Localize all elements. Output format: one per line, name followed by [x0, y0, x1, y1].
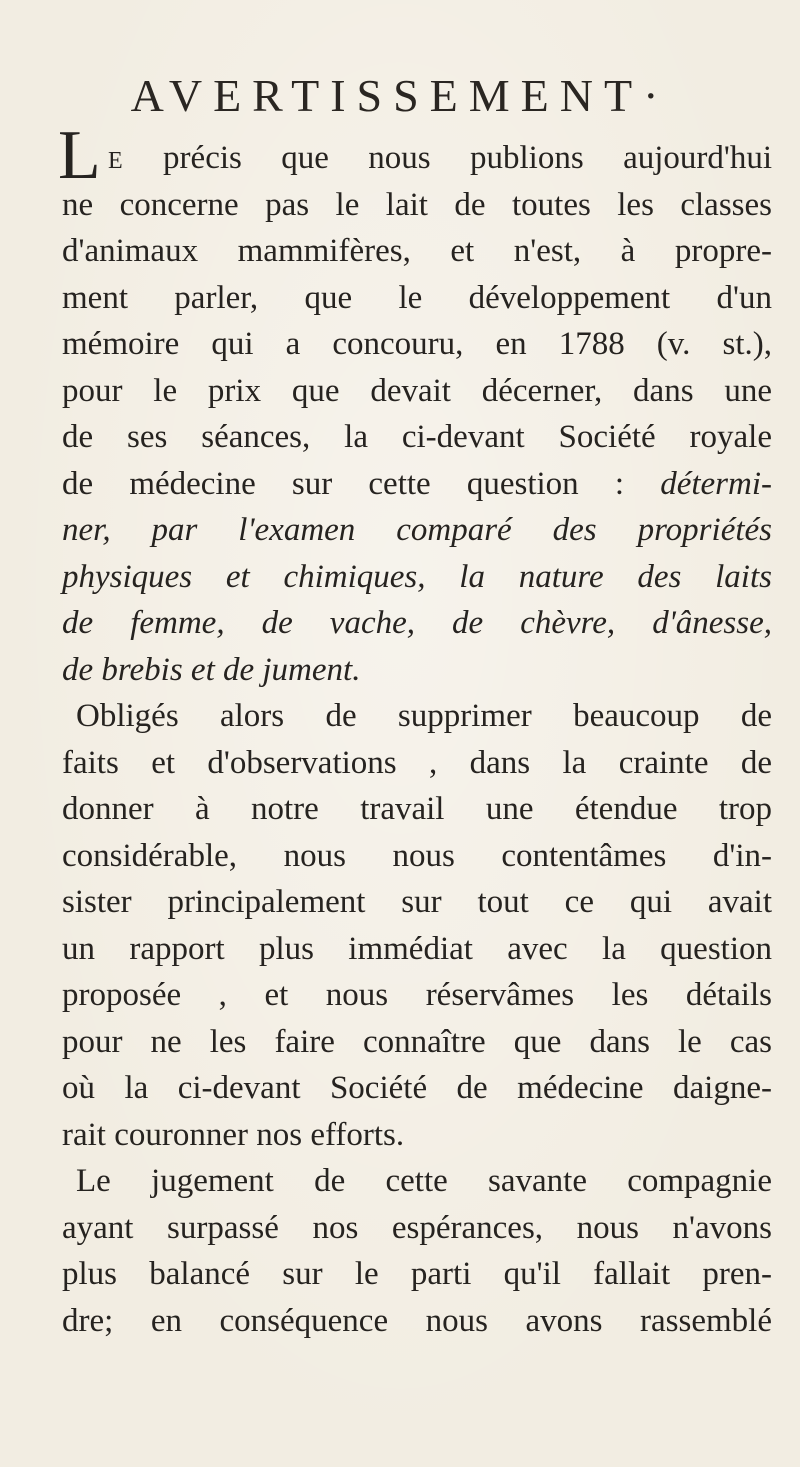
- text-line: ne concerne pas le lait de toutes les classes: [62, 186, 772, 223]
- text-line: de ses séances, la ci-devant Société royale: [62, 419, 772, 455]
- paragraph-2-line: considérable, nous nous contentâmes d'in-: [62, 837, 772, 874]
- page-title: AVERTISSEMENT·: [130, 70, 670, 121]
- italic-line: de femme, de vache, de chèvre, d'ânesse,: [62, 605, 772, 641]
- text-line-1: [58, 117, 772, 194]
- paragraph-3-line: ayant surpassé nos espérances, nous n'avons: [62, 1209, 772, 1246]
- text-line: d'animaux mammifères, et n'est, à propre-: [62, 233, 772, 269]
- text-line: mémoire qui a concouru, en 1788 (v. st.),: [62, 326, 772, 362]
- drop-cap: L: [58, 117, 101, 194]
- italic-line: de brebis et de jument.: [62, 651, 361, 688]
- paragraph-2-line: où la ci-devant Société de médecine daigne-: [62, 1070, 772, 1106]
- body-text: [58, 117, 772, 1344]
- question-start: détermi-: [660, 465, 772, 502]
- question-lead: de médecine sur cette question :: [62, 465, 661, 502]
- drop-cap-continuation: E: [108, 148, 124, 174]
- paragraph-2-line: donner à notre travail une étendue trop: [62, 791, 772, 827]
- italic-line: ner, par l'examen comparé des propriétés: [62, 512, 772, 548]
- paragraph-2-line: sister principalement sur tout ce qui avait: [62, 884, 772, 920]
- italic-line: physiques et chimiques, la nature des laits: [62, 558, 772, 595]
- paragraph-2-line: pour ne les faire connaître que dans le cas: [62, 1023, 772, 1060]
- paragraph-3-line: dre; en conséquence nous avons rassemblé: [62, 1302, 772, 1339]
- text-line: pour le prix que devait décerner, dans une: [62, 372, 772, 409]
- paragraph-2-line: rait couronner nos efforts.: [62, 1116, 405, 1153]
- paragraph-2-line: un rapport plus immédiat avec la question: [62, 930, 772, 967]
- paragraph-3-line: Le jugement de cette savante compagnie: [76, 1163, 772, 1199]
- text-line-1-rest: précis que nous publions aujourd'hui: [123, 140, 772, 176]
- paragraph-2-line: proposée , et nous réservâmes les détails: [62, 977, 772, 1013]
- text-line-question: [62, 461, 772, 508]
- paragraph-3-line: plus balancé sur le parti qu'il fallait pren-: [62, 1256, 772, 1292]
- paragraph-2-line: Obligés alors de supprimer beaucoup de: [76, 698, 772, 734]
- text-line: ment parler, que le développement d'un: [62, 279, 772, 316]
- paragraph-2-line: faits et d'observations , dans la crainte de: [62, 744, 772, 781]
